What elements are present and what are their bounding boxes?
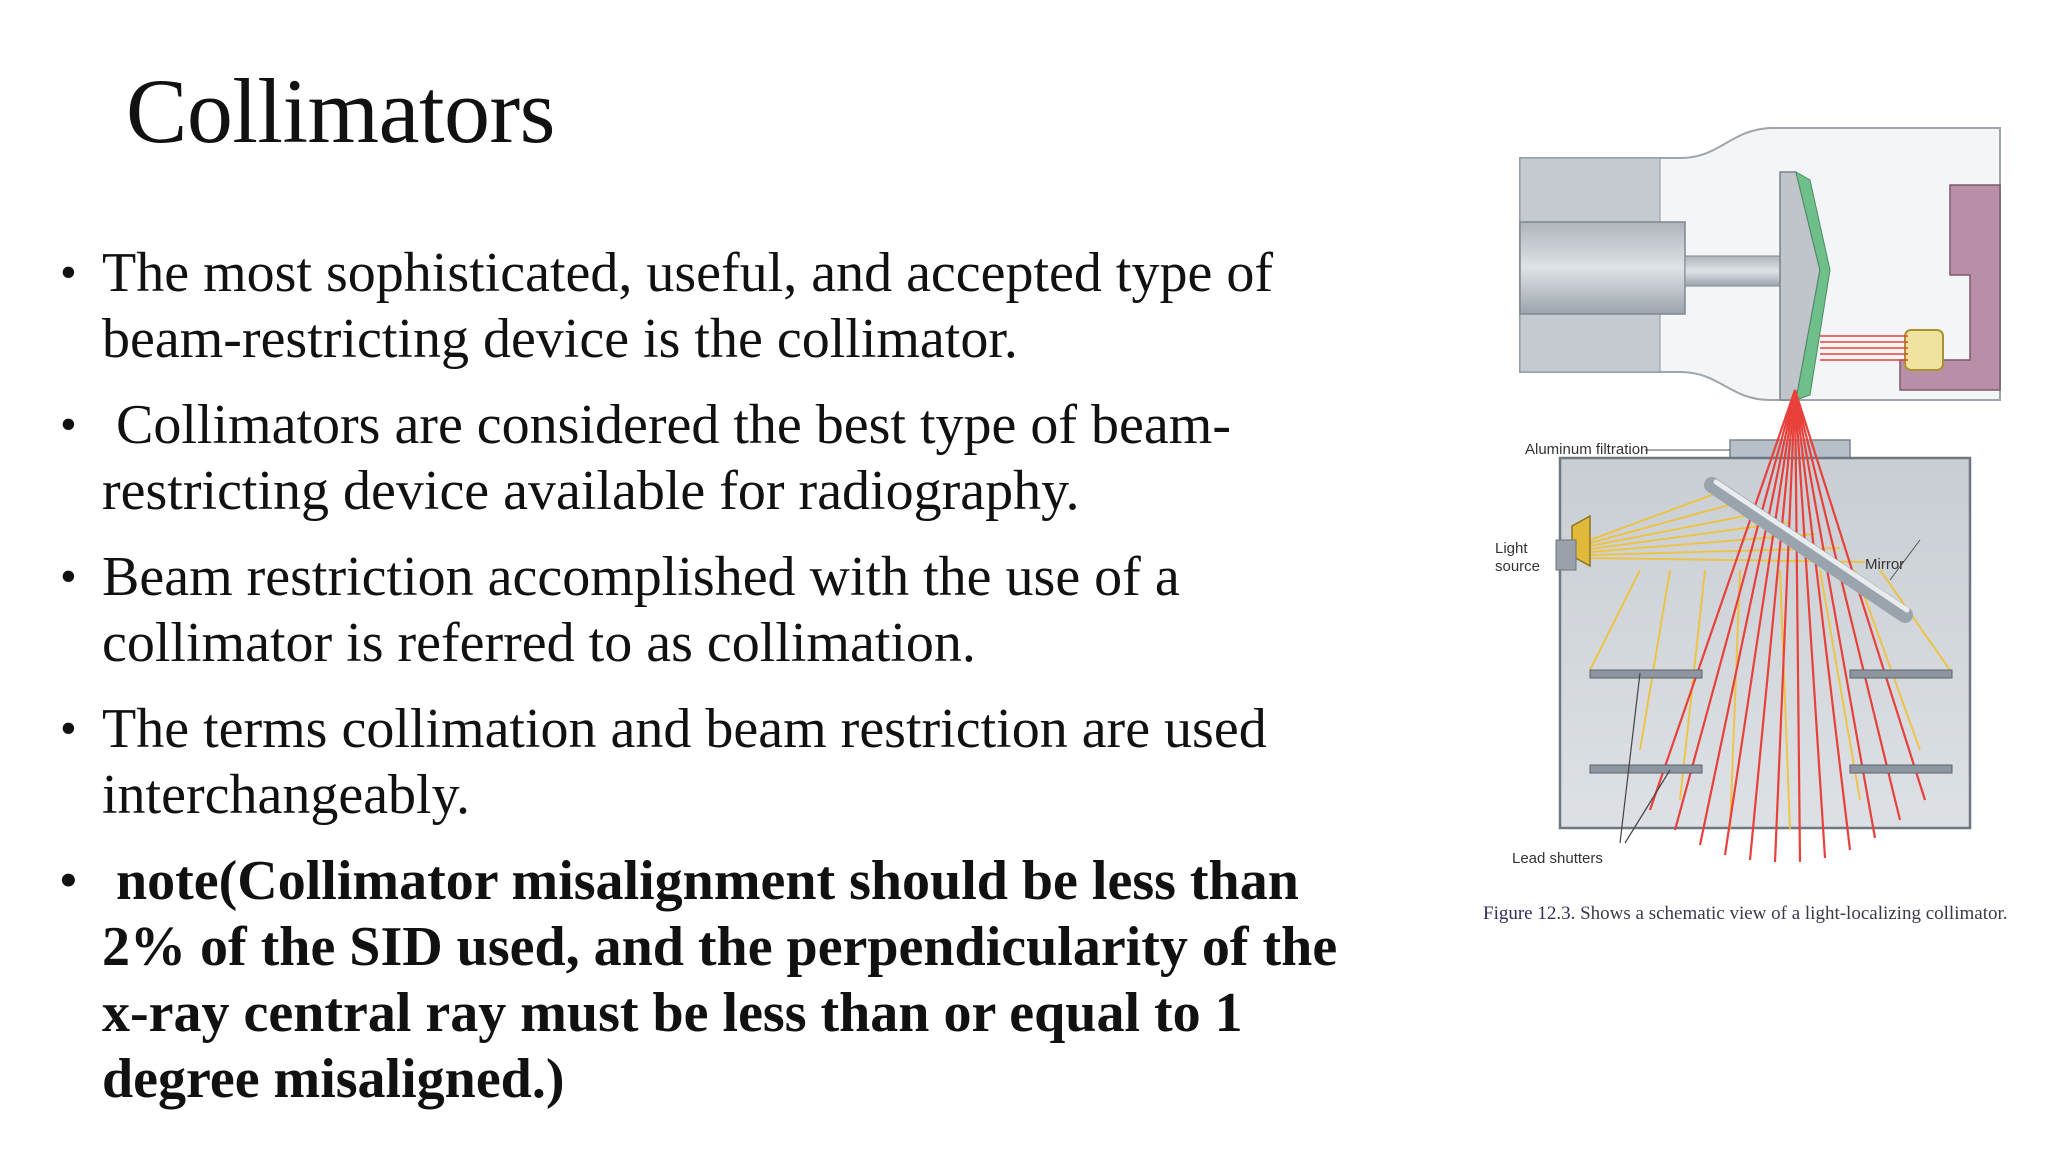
rotor-cylinder — [1520, 222, 1685, 314]
figure-caption-text: Shows a schematic view of a light-localizing collimator. — [1575, 903, 2008, 924]
bullet-item-note — [60, 848, 1390, 1112]
label-light-source-1: Light — [1495, 540, 1528, 557]
cathode-housing — [1520, 158, 1660, 222]
figure-number: Figure 12.3. — [1483, 903, 1576, 924]
lead-shutter-upper-right — [1850, 670, 1952, 678]
label-mirror: Mirror — [1865, 556, 1905, 573]
bullet-item — [60, 544, 1390, 676]
slide-title: Collimators — [126, 60, 555, 162]
lead-shutter-lower-left — [1590, 765, 1702, 773]
bullet-text: The terms collimation and beam restriction are used interchangeably. — [102, 698, 1267, 826]
bullet-marker: • — [60, 550, 77, 603]
bullet-item — [60, 240, 1390, 372]
light-source-mount — [1556, 540, 1576, 570]
bullet-item — [60, 696, 1390, 828]
label-light-source-2: source — [1495, 558, 1541, 575]
anode-stem — [1685, 256, 1785, 286]
bullet-text: Collimators are considered the best type of beam-restricting device available for radiography. — [102, 394, 1231, 522]
bullet-marker: • — [60, 246, 77, 299]
filament-cup — [1905, 330, 1943, 370]
lead-shutter-upper-left — [1590, 670, 1702, 678]
bullet-marker: • — [60, 398, 77, 451]
label-aluminum-filtration: Aluminum filtration — [1525, 441, 1649, 458]
collimator-figure — [1480, 110, 2020, 970]
bullet-text: Beam restriction accomplished with the use of a collimator is referred to as collimation. — [102, 546, 1180, 674]
bullet-item — [60, 392, 1390, 524]
bullet-text: note(Collimator misalignment should be less than 2% of the SID used, and the perpendicularity of the x-ray central ray must be less than or equal to 1 degree misaligned.) — [102, 850, 1352, 1110]
bullet-text: The most sophisticated, useful, and accepted type of beam-restricting device is the collimator. — [102, 242, 1273, 370]
lead-shutter-lower-right — [1850, 765, 1952, 773]
collimator-diagram — [1480, 110, 2020, 900]
bullet-list — [60, 240, 1390, 1132]
bullet-marker: • — [60, 854, 77, 907]
label-lead-shutters: Lead shutters — [1512, 850, 1603, 867]
cathode-housing-lower — [1520, 314, 1660, 372]
figure-caption — [1483, 903, 2023, 925]
bullet-marker: • — [60, 702, 77, 755]
